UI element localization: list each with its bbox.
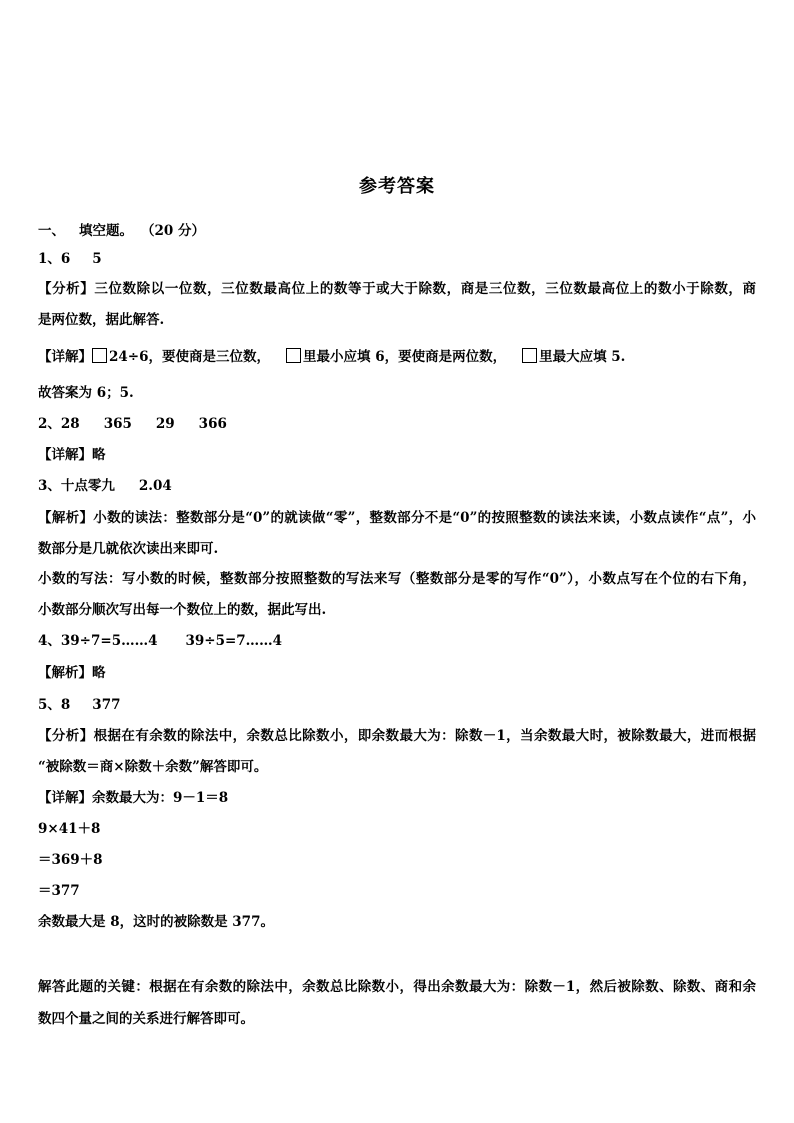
q5-key-line-1: 解答此题的关键：根据在有余数的除法中，余数总比除数小，得出余数最大为：除数－1，然后被除数、除数、商和余 [38,979,756,995]
q5-answer-2: 377 [92,697,121,713]
blank-box-icon [522,348,537,363]
section-name: 填空题。 [79,223,133,239]
section-heading [38,222,205,240]
q5-detail-label: 【详解】 [38,790,92,806]
q3-analysis-line-4: 小数部分顺次写出每一个数位上的数，据此写出. [38,602,327,618]
q4-answer-line [38,632,282,650]
q3-analysis-line-3: 小数的写法：写小数的时候，整数部分按照整数的写法来写（整数部分是零的写作“0”），小数点写在个位的右下角， [38,571,756,587]
q4-answer-1: 4、39÷7=5……4 [38,633,158,649]
q1-analysis-text-1: 三位数除以一位数，三位数最高位上的数等于或大于除数，商是三位数，三位数最高位上的数小于除数，商 [94,281,757,297]
q1-answer-1: 1、6 [38,251,71,267]
q5-answer-line [38,696,120,714]
q2-answer-4: 366 [198,416,227,432]
q5-analysis-text-1: 根据在有余数的除法中，余数总比除数小，即余数最大为：除数－1，当余数最大时，被除数最大，进而根据 [93,728,756,744]
q1-answer-2: 5 [92,251,102,267]
q5-analysis-line-1 [38,727,756,745]
q1-analysis-line-1 [38,280,756,298]
blank-box-icon [286,348,301,363]
q1-detail-line [38,348,625,366]
q1-detail-part-3: 里最大应填 5. [539,349,626,365]
q2-detail-line [38,446,106,464]
q2-answer-1: 2、28 [38,416,80,432]
q3-analysis-line-1 [38,509,756,527]
q1-detail-part-2: 里最小应填 6，要使商是两位数， [303,349,507,365]
q1-detail-label: 【详解】 [38,349,92,365]
q1-analysis-label: 【分析】 [38,281,95,297]
q1-answer-line [38,250,102,268]
section-score: （20 分） [141,223,205,239]
q4-answer-2: 39÷5=7……4 [185,633,283,649]
q4-analysis-label: 【解析】 [38,665,92,681]
q2-answer-line [38,415,227,433]
q3-analysis-line-2: 数部分是几就依次读出来即可. [38,541,219,557]
q2-answer-2: 365 [103,416,132,432]
q3-answer-2: 2.04 [138,478,172,494]
q2-detail-text: 略 [92,447,106,463]
q5-analysis-line-2: “被除数＝商×除数＋余数”解答即可。 [38,759,268,775]
q5-analysis-label: 【分析】 [38,728,94,744]
q5-calc-step-2: ＝369＋8 [38,852,103,868]
q4-analysis-line [38,664,106,682]
q1-final-answer: 故答案为 6；5. [38,385,134,401]
q3-answer-line [38,477,172,495]
q5-detail-text: 余数最大为：9－1＝8 [92,790,229,806]
q3-analysis-label: 【解析】 [38,510,94,526]
q5-conclusion: 余数最大是 8，这时的被除数是 377。 [38,914,274,930]
q1-detail-part-1: 24÷6，要使商是三位数， [109,349,270,365]
q3-answer-1: 3、十点零九 [38,478,115,494]
q5-key-line-2: 数四个量之间的关系进行解答即可。 [38,1011,254,1027]
q5-calc-step-3: ＝377 [38,883,80,899]
q2-answer-3: 29 [155,416,175,432]
q1-analysis-line-2: 是两位数，据此解答. [38,312,165,328]
section-number: 一、 [38,223,65,239]
q4-analysis-text: 略 [92,665,106,681]
q5-calc-step-1: 9×41＋8 [38,821,101,837]
q2-detail-label: 【详解】 [38,447,92,463]
q3-analysis-text-1: 小数的读法：整数部分是“0”的就读做“零”，整数部分不是“0”的按照整数的读法来读，小数点读作“点”，小 [93,510,756,526]
q5-answer-1: 5、8 [38,697,71,713]
q5-detail-line [38,789,228,807]
page-title: 参考答案 [359,176,435,197]
blank-box-icon [92,348,107,363]
